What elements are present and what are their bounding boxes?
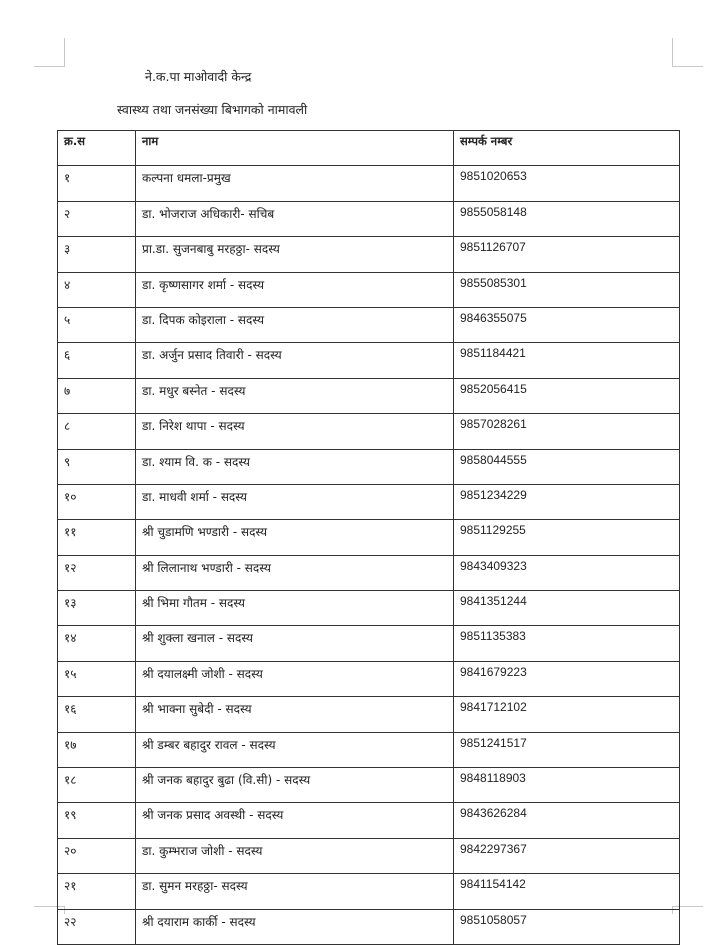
member-name-cell: डा. सुमन मरहठ्ठा- सदस्य bbox=[136, 874, 454, 909]
serial-number-cell: १७ bbox=[58, 732, 136, 767]
contact-number-cell: 9841679223 bbox=[454, 661, 680, 696]
contact-number-cell: 9851135383 bbox=[454, 626, 680, 661]
contact-number-cell: 9851234229 bbox=[454, 484, 680, 519]
member-name-cell: श्री डम्बर बहादुर रावल - सदस्य bbox=[136, 732, 454, 767]
table-row bbox=[58, 591, 680, 626]
table-row bbox=[58, 661, 680, 696]
member-name-cell: डा. अर्जुन प्रसाद तिवारी - सदस्य bbox=[136, 343, 454, 378]
contact-number-cell: 9851126707 bbox=[454, 237, 680, 272]
member-name-cell: डा. कुम्भराज जोशी - सदस्य bbox=[136, 838, 454, 873]
contact-number-cell: 9851241517 bbox=[454, 732, 680, 767]
table-row bbox=[58, 484, 680, 519]
table-row bbox=[58, 343, 680, 378]
table-row bbox=[58, 272, 680, 307]
table-row bbox=[58, 626, 680, 661]
member-name-cell: श्री भिमा गौतम - सदस्य bbox=[136, 591, 454, 626]
serial-number-cell: १६ bbox=[58, 697, 136, 732]
contact-number-cell: 9843409323 bbox=[454, 555, 680, 590]
serial-number-cell: १३ bbox=[58, 591, 136, 626]
serial-number-cell: ७ bbox=[58, 378, 136, 413]
serial-number-cell: ११ bbox=[58, 520, 136, 555]
serial-number-cell: २० bbox=[58, 838, 136, 873]
table-row bbox=[58, 732, 680, 767]
contact-number-cell: 9851129255 bbox=[454, 520, 680, 555]
header-serial-number: क्र.स bbox=[58, 131, 136, 166]
member-name-cell: डा. निरेश थापा - सदस्य bbox=[136, 414, 454, 449]
member-name-cell: श्री लिलानाथ भण्डारी - सदस्य bbox=[136, 555, 454, 590]
serial-number-cell: १ bbox=[58, 166, 136, 201]
serial-number-cell: ३ bbox=[58, 237, 136, 272]
contact-number-cell: 9846355075 bbox=[454, 307, 680, 342]
serial-number-cell: १० bbox=[58, 484, 136, 519]
table-row bbox=[58, 838, 680, 873]
member-name-cell: श्री चुडामणि भण्डारी - सदस्य bbox=[136, 520, 454, 555]
table-row bbox=[58, 449, 680, 484]
table-row bbox=[58, 697, 680, 732]
member-name-cell: श्री भाक्ना सुबेदी - सदस्य bbox=[136, 697, 454, 732]
member-table bbox=[57, 130, 680, 945]
table-row bbox=[58, 909, 680, 944]
member-name-cell: श्री जनक बहादुर बुढा (वि.सी) - सदस्य bbox=[136, 768, 454, 803]
serial-number-cell: ५ bbox=[58, 307, 136, 342]
contact-number-cell: 9852056415 bbox=[454, 378, 680, 413]
member-name-cell: श्री दयाराम कार्की - सदस्य bbox=[136, 909, 454, 944]
serial-number-cell: १८ bbox=[58, 768, 136, 803]
header-contact-number: सम्पर्क नम्बर bbox=[454, 131, 680, 166]
contact-number-cell: 9842297367 bbox=[454, 838, 680, 873]
table-row bbox=[58, 201, 680, 236]
member-name-cell: प्रा.डा. सुजनबाबु मरहठ्ठा- सदस्य bbox=[136, 237, 454, 272]
contact-number-cell: 9841351244 bbox=[454, 591, 680, 626]
contact-number-cell: 9855058148 bbox=[454, 201, 680, 236]
serial-number-cell: १२ bbox=[58, 555, 136, 590]
contact-number-cell: 9857028261 bbox=[454, 414, 680, 449]
table-row bbox=[58, 768, 680, 803]
contact-number-cell: 9843626284 bbox=[454, 803, 680, 838]
member-name-cell: डा. कृष्णसागर शर्मा - सदस्य bbox=[136, 272, 454, 307]
member-name-cell: डा. श्याम वि. क - सदस्य bbox=[136, 449, 454, 484]
member-name-cell: श्री शुक्ला खनाल - सदस्य bbox=[136, 626, 454, 661]
member-name-cell: श्री दयालक्ष्मी जोशी - सदस्य bbox=[136, 661, 454, 696]
table-row bbox=[58, 520, 680, 555]
serial-number-cell: ९ bbox=[58, 449, 136, 484]
organization-name: ने.क.पा माओवादी केन्द्र bbox=[145, 69, 252, 84]
document-subtitle: स्वास्थ्य तथा जनसंख्या बिभागको नामावली bbox=[117, 102, 308, 117]
serial-number-cell: २२ bbox=[58, 909, 136, 944]
table-row bbox=[58, 378, 680, 413]
serial-number-cell: ६ bbox=[58, 343, 136, 378]
table-row bbox=[58, 555, 680, 590]
member-name-cell: डा. मधुर बस्नेत - सदस्य bbox=[136, 378, 454, 413]
corner-mark-top-left bbox=[34, 66, 64, 67]
serial-number-cell: २ bbox=[58, 201, 136, 236]
contact-number-cell: 9855085301 bbox=[454, 272, 680, 307]
table-row bbox=[58, 874, 680, 909]
corner-mark-top-right bbox=[672, 38, 673, 67]
contact-number-cell: 9841712102 bbox=[454, 697, 680, 732]
table-row bbox=[58, 414, 680, 449]
contact-number-cell: 9851058057 bbox=[454, 909, 680, 944]
corner-mark-top-right bbox=[673, 66, 703, 67]
member-name-cell: श्री जनक प्रसाद अवस्थी - सदस्य bbox=[136, 803, 454, 838]
contact-number-cell: 9848118903 bbox=[454, 768, 680, 803]
serial-number-cell: ४ bbox=[58, 272, 136, 307]
contact-number-cell: 9858044555 bbox=[454, 449, 680, 484]
member-name-cell: कल्पना धमला-प्रमुख bbox=[136, 166, 454, 201]
member-name-cell: डा. माधवी शर्मा - सदस्य bbox=[136, 484, 454, 519]
table-row bbox=[58, 307, 680, 342]
table-row bbox=[58, 237, 680, 272]
serial-number-cell: ८ bbox=[58, 414, 136, 449]
header-name: नाम bbox=[136, 131, 454, 166]
serial-number-cell: २१ bbox=[58, 874, 136, 909]
corner-mark-top-left bbox=[64, 38, 65, 67]
contact-number-cell: 9851020653 bbox=[454, 166, 680, 201]
serial-number-cell: १५ bbox=[58, 661, 136, 696]
contact-number-cell: 9851184421 bbox=[454, 343, 680, 378]
serial-number-cell: १४ bbox=[58, 626, 136, 661]
table-header-row bbox=[58, 131, 680, 166]
table-row bbox=[58, 166, 680, 201]
contact-number-cell: 9841154142 bbox=[454, 874, 680, 909]
table-row bbox=[58, 803, 680, 838]
table-body bbox=[58, 166, 680, 945]
member-name-cell: डा. दिपक कोइराला - सदस्य bbox=[136, 307, 454, 342]
serial-number-cell: १९ bbox=[58, 803, 136, 838]
member-name-cell: डा. भोजराज अधिकारी- सचिब bbox=[136, 201, 454, 236]
